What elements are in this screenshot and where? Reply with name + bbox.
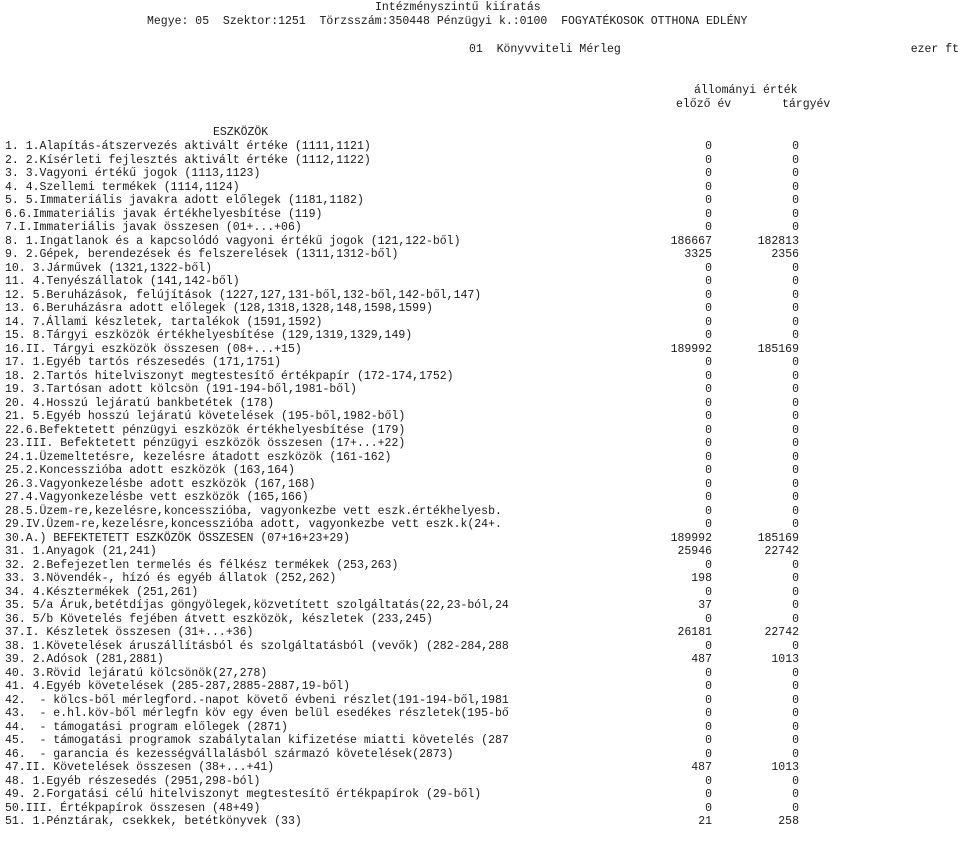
row-label: 13. 6.Beruházásra adott előlegek (128,1318,1328,148,1598,1599) [5,302,433,315]
table-row [0,181,960,195]
row-label: 16.II. Tárgyi eszközök összesen (08+...+15) [5,342,302,356]
table-row [0,451,960,465]
table-row [0,248,960,262]
row-current-year-value: 0 [792,261,799,275]
row-label: 5. 5.Immateriális javakra adott előlegek (1181,1182) [5,194,364,207]
row-label: 50.III. Értékpapírok összesen (48+49) [5,801,261,815]
row-prev-year-value: 0 [705,612,712,626]
table-row [0,694,960,708]
table-row [0,815,960,829]
table-row [0,748,960,762]
row-label: 9. 2.Gépek, berendezések és felszerelések (1311,1312-ből) [5,248,399,261]
row-current-year-value: 0 [792,207,799,221]
table-row [0,370,960,384]
row-prev-year-value: 0 [705,666,712,680]
row-label: 51. 1.Pénztárak, csekkek, betétkönyvek (33) [5,815,302,828]
row-prev-year-value: 0 [705,801,712,815]
row-prev-year-value: 0 [705,720,712,734]
row-prev-year-value: 0 [705,437,712,450]
row-label: 24.1.Üzemeltetésre, kezelésre átadott eszközök (161-162) [5,450,392,464]
row-current-year-value: 0 [792,275,799,288]
column-header-current-year: tárgyév [782,98,831,111]
table-row [0,505,960,519]
row-label: 4. 4.Szellemi termékek (1114,1124) [5,180,240,194]
row-current-year-value: 0 [792,140,799,153]
table-row [0,599,960,613]
row-current-year-value: 0 [792,612,799,626]
row-current-year-value: 0 [792,477,799,491]
row-label: 17. 1.Egyéb tartós részesedés (171,1751) [5,356,282,369]
row-current-year-value: 0 [792,801,799,815]
table-row [0,208,960,222]
row-prev-year-value: 189992 [670,531,712,545]
row-label: 34. 4.Késztermékek (251,261) [5,585,199,599]
row-current-year-value: 0 [792,450,799,464]
row-label: 12. 5.Beruházások, felújítások (1227,127,131-ből,132-ből,142-ből,147) [5,288,482,302]
row-prev-year-value: 198 [691,572,712,585]
table-row [0,302,960,316]
row-prev-year-value: 0 [705,774,712,788]
row-prev-year-value: 186667 [670,234,712,248]
row-prev-year-value: 0 [705,329,712,342]
row-label: 42. - kölcs-ből mérlegford.-napot követő évbeni részlet(191-194-ből,1981 [5,693,509,707]
table-row [0,653,960,667]
row-current-year-value: 0 [792,437,799,450]
row-label: 7.I.Immateriális javak összesen (01+...+06) [5,221,302,234]
row-current-year-value: 0 [792,680,799,693]
table-row [0,491,960,505]
row-prev-year-value: 0 [705,153,712,167]
row-prev-year-value: 21 [698,815,712,828]
row-current-year-value: 0 [792,315,799,329]
row-label: 27.4.Vagyonkezelésbe vett eszközök (165,166) [5,491,309,504]
row-current-year-value: 0 [792,599,799,612]
row-current-year-value: 0 [792,572,799,585]
row-current-year-value: 0 [792,747,799,761]
row-label: 8. 1.Ingatlanok és a kapcsolódó vagyoni értékű jogok (121,122-ből) [5,234,461,248]
row-label: 41. 4.Egyéb követelések (285-287,2885-2887,19-ből) [5,680,351,693]
row-label: 26.3.Vagyonkezelésbe adott eszközök (167,168) [5,477,316,491]
row-prev-year-value: 0 [705,167,712,180]
row-prev-year-value: 25946 [677,545,712,558]
row-current-year-value: 0 [792,288,799,302]
table-row [0,275,960,289]
row-current-year-value: 0 [792,639,799,653]
row-prev-year-value: 26181 [677,626,712,639]
row-label: 43. - e.hl.köv-ből mérlegfn köv egy éven belül esedékes részletek(195-bő [5,707,509,720]
row-prev-year-value: 0 [705,356,712,369]
row-current-year-value: 0 [792,585,799,599]
row-label: 3. 3.Vagyoni értékű jogok (1113,1123) [5,167,261,180]
table-row [0,788,960,802]
row-label: 23.III. Befektetett pénzügyi eszközök összesen (17+...+22) [5,437,406,450]
row-prev-year-value: 0 [705,423,712,437]
table-row [0,478,960,492]
table-row [0,626,960,640]
table-row [0,167,960,181]
row-current-year-value: 0 [792,423,799,437]
row-label: 45. - támogatási programok szabálytalan kifizetése miatti követelés (287 [5,734,509,747]
row-prev-year-value: 0 [705,396,712,410]
row-label: 20. 4.Hosszú lejáratú bankbetétek (178) [5,396,275,410]
row-prev-year-value: 0 [705,504,712,518]
report-title: Intézményszintű kiíratás [375,1,541,14]
table-row [0,775,960,789]
row-prev-year-value: 0 [705,734,712,747]
row-label: 19. 3.Tartósan adott kölcsön (191-194-ből,1981-ből) [5,383,357,396]
row-current-year-value: 0 [792,356,799,369]
row-current-year-value: 22742 [764,545,799,558]
table-row [0,343,960,357]
table-row [0,734,960,748]
table-row [0,532,960,546]
row-current-year-value: 0 [792,734,799,747]
table-row [0,221,960,235]
table-row [0,410,960,424]
row-current-year-value: 0 [792,329,799,342]
row-current-year-value: 185169 [757,342,799,356]
row-prev-year-value: 0 [705,491,712,504]
row-prev-year-value: 0 [705,585,712,599]
table-row [0,559,960,573]
row-label: 32. 2.Befejezetlen termelés és félkész termékek (253,263) [5,558,399,572]
row-label: 46. - garancia és kezességvállalásból származó követelések(2873) [5,747,454,761]
row-current-year-value: 0 [792,491,799,504]
table-row [0,613,960,627]
row-label: 1. 1.Alapítás-átszervezés aktivált értéke (1111,1121) [5,140,371,153]
row-prev-year-value: 0 [705,747,712,761]
row-current-year-value: 0 [792,504,799,518]
row-label: 11. 4.Tenyészállatok (141,142-ből) [5,275,240,288]
row-current-year-value: 0 [792,194,799,207]
table-row [0,680,960,694]
row-label: 21. 5.Egyéb hosszú lejáratú követelések (195-ből,1982-ből) [5,410,406,423]
row-current-year-value: 0 [792,180,799,194]
row-prev-year-value: 0 [705,383,712,396]
row-label: 2. 2.Kísérleti fejlesztés aktivált értéke (1112,1122) [5,153,371,167]
row-label: 10. 3.Járművek (1321,1322-ből) [5,261,213,275]
row-current-year-value: 0 [792,153,799,167]
table-row [0,586,960,600]
table-row [0,424,960,438]
row-current-year-value: 0 [792,167,799,180]
table-row [0,545,960,559]
row-current-year-value: 0 [792,693,799,707]
row-label: 35. 5/a Áruk,betétdíjas göngyölegek,közvetített szolgáltatás(22,23-ból,24 [5,599,509,612]
row-label: 33. 3.Növendék-, hízó és egyéb állatok (252,262) [5,572,337,585]
row-prev-year-value: 487 [691,653,712,666]
table-row [0,329,960,343]
row-prev-year-value: 189992 [670,342,712,356]
row-prev-year-value: 0 [705,639,712,653]
row-prev-year-value: 0 [705,302,712,315]
row-prev-year-value: 0 [705,410,712,423]
row-current-year-value: 182813 [757,234,799,248]
report-name: 01 Könyvviteli Mérleg [469,43,621,56]
row-label: 15. 8.Tárgyi eszközök értékhelyesbítése (129,1319,1329,149) [5,329,413,342]
row-prev-year-value: 0 [705,369,712,383]
row-current-year-value: 1013 [771,761,799,774]
row-prev-year-value: 0 [705,693,712,707]
row-label: 25.2.Koncesszióba adott eszközök (163,164) [5,464,295,477]
row-prev-year-value: 0 [705,207,712,221]
row-current-year-value: 0 [792,720,799,734]
table-row [0,761,960,775]
unit-label: ezer ft [910,43,959,56]
row-current-year-value: 0 [792,383,799,396]
row-label: 40. 3.Rövid lejáratú kölcsönök(27,278) [5,666,268,680]
section-heading: ESZKÖZÖK [213,126,269,139]
table-row [0,437,960,451]
row-current-year-value: 0 [792,464,799,477]
row-label: 36. 5/b Követelés fejében átvett eszközök, készletek (233,245) [5,612,433,626]
row-label: 49. 2.Forgatási célú hitelviszonyt megtestesítő értékpapírok (29-ből) [5,788,482,801]
row-label: 47.II. Követelések összesen (38+...+41) [5,761,275,774]
row-label: 28.5.Üzem-re,kezelésre,koncesszióba, vagyonkezbe vett eszk.értékhelyesb. [5,504,502,518]
table-row [0,262,960,276]
row-prev-year-value: 0 [705,477,712,491]
row-prev-year-value: 0 [705,140,712,153]
row-label: 18. 2.Tartós hitelviszonyt megtestesítő értékpapír (172-174,1752) [5,369,454,383]
row-label: 30.A.) BEFEKTETETT ESZKÖZÖK ÖSSZESEN (07+16+23+29) [5,531,351,545]
table-row [0,316,960,330]
row-current-year-value: 22742 [764,626,799,639]
row-current-year-value: 0 [792,788,799,801]
row-current-year-value: 0 [792,396,799,410]
row-label: 44. - támogatási program előlegek (2871) [5,720,288,734]
table-row [0,140,960,154]
row-prev-year-value: 37 [698,599,712,612]
table-row [0,667,960,681]
column-group-header: állományi érték [694,84,798,97]
row-current-year-value: 1013 [771,653,799,666]
report-info-line: Megye: 05 Szektor:1251 Törzsszám:350448 Pénzügyi k.:0100 FOGYATÉKOSOK OTTHONA EDLÉNY [147,15,748,28]
row-current-year-value: 258 [778,815,799,828]
row-label: 31. 1.Anyagok (21,241) [5,545,157,558]
row-label: 22.6.Befektetett pénzügyi eszközök értékhelyesbítése (179) [5,423,406,437]
row-prev-year-value: 0 [705,707,712,720]
row-prev-year-value: 487 [691,761,712,774]
row-current-year-value: 0 [792,410,799,423]
row-label: 48. 1.Egyéb részesedés (2951,298-ból) [5,774,261,788]
row-current-year-value: 2356 [771,248,799,261]
table-row [0,802,960,816]
row-label: 37.I. Készletek összesen (31+...+36) [5,626,254,639]
table-row [0,289,960,303]
row-current-year-value: 0 [792,707,799,720]
row-current-year-value: 0 [792,221,799,234]
row-prev-year-value: 0 [705,261,712,275]
row-current-year-value: 0 [792,666,799,680]
table-row [0,356,960,370]
row-current-year-value: 0 [792,774,799,788]
table-row [0,397,960,411]
row-prev-year-value: 0 [705,288,712,302]
table-row [0,154,960,168]
row-prev-year-value: 0 [705,558,712,572]
row-prev-year-value: 0 [705,518,712,531]
row-prev-year-value: 0 [705,788,712,801]
row-prev-year-value: 0 [705,180,712,194]
row-current-year-value: 0 [792,518,799,531]
table-row [0,572,960,586]
balance-sheet-table [0,140,960,829]
row-current-year-value: 0 [792,302,799,315]
row-prev-year-value: 0 [705,450,712,464]
row-prev-year-value: 0 [705,275,712,288]
row-current-year-value: 185169 [757,531,799,545]
row-prev-year-value: 0 [705,464,712,477]
table-row [0,721,960,735]
table-row [0,640,960,654]
row-prev-year-value: 0 [705,194,712,207]
row-label: 6.6.Immateriális javak értékhelyesbítése (119) [5,207,323,221]
row-current-year-value: 0 [792,558,799,572]
row-label: 39. 2.Adósok (281,2881) [5,653,164,666]
table-row [0,194,960,208]
row-prev-year-value: 0 [705,221,712,234]
column-header-prev-year: előző év [676,98,732,111]
row-prev-year-value: 0 [705,680,712,693]
row-prev-year-value: 3325 [684,248,712,261]
row-label: 29.IV.Üzem-re,kezelésre,koncesszióba adott, vagyonkezbe vett eszk.k(24+. [5,518,502,531]
table-row [0,707,960,721]
row-label: 14. 7.Állami készletek, tartalékok (1591,1592) [5,315,323,329]
table-row [0,518,960,532]
table-row [0,235,960,249]
row-prev-year-value: 0 [705,315,712,329]
row-current-year-value: 0 [792,369,799,383]
row-label: 38. 1.Követelések áruszállításból és szolgáltatásból (vevők) (282-284,288 [5,639,509,653]
table-row [0,383,960,397]
table-row [0,464,960,478]
